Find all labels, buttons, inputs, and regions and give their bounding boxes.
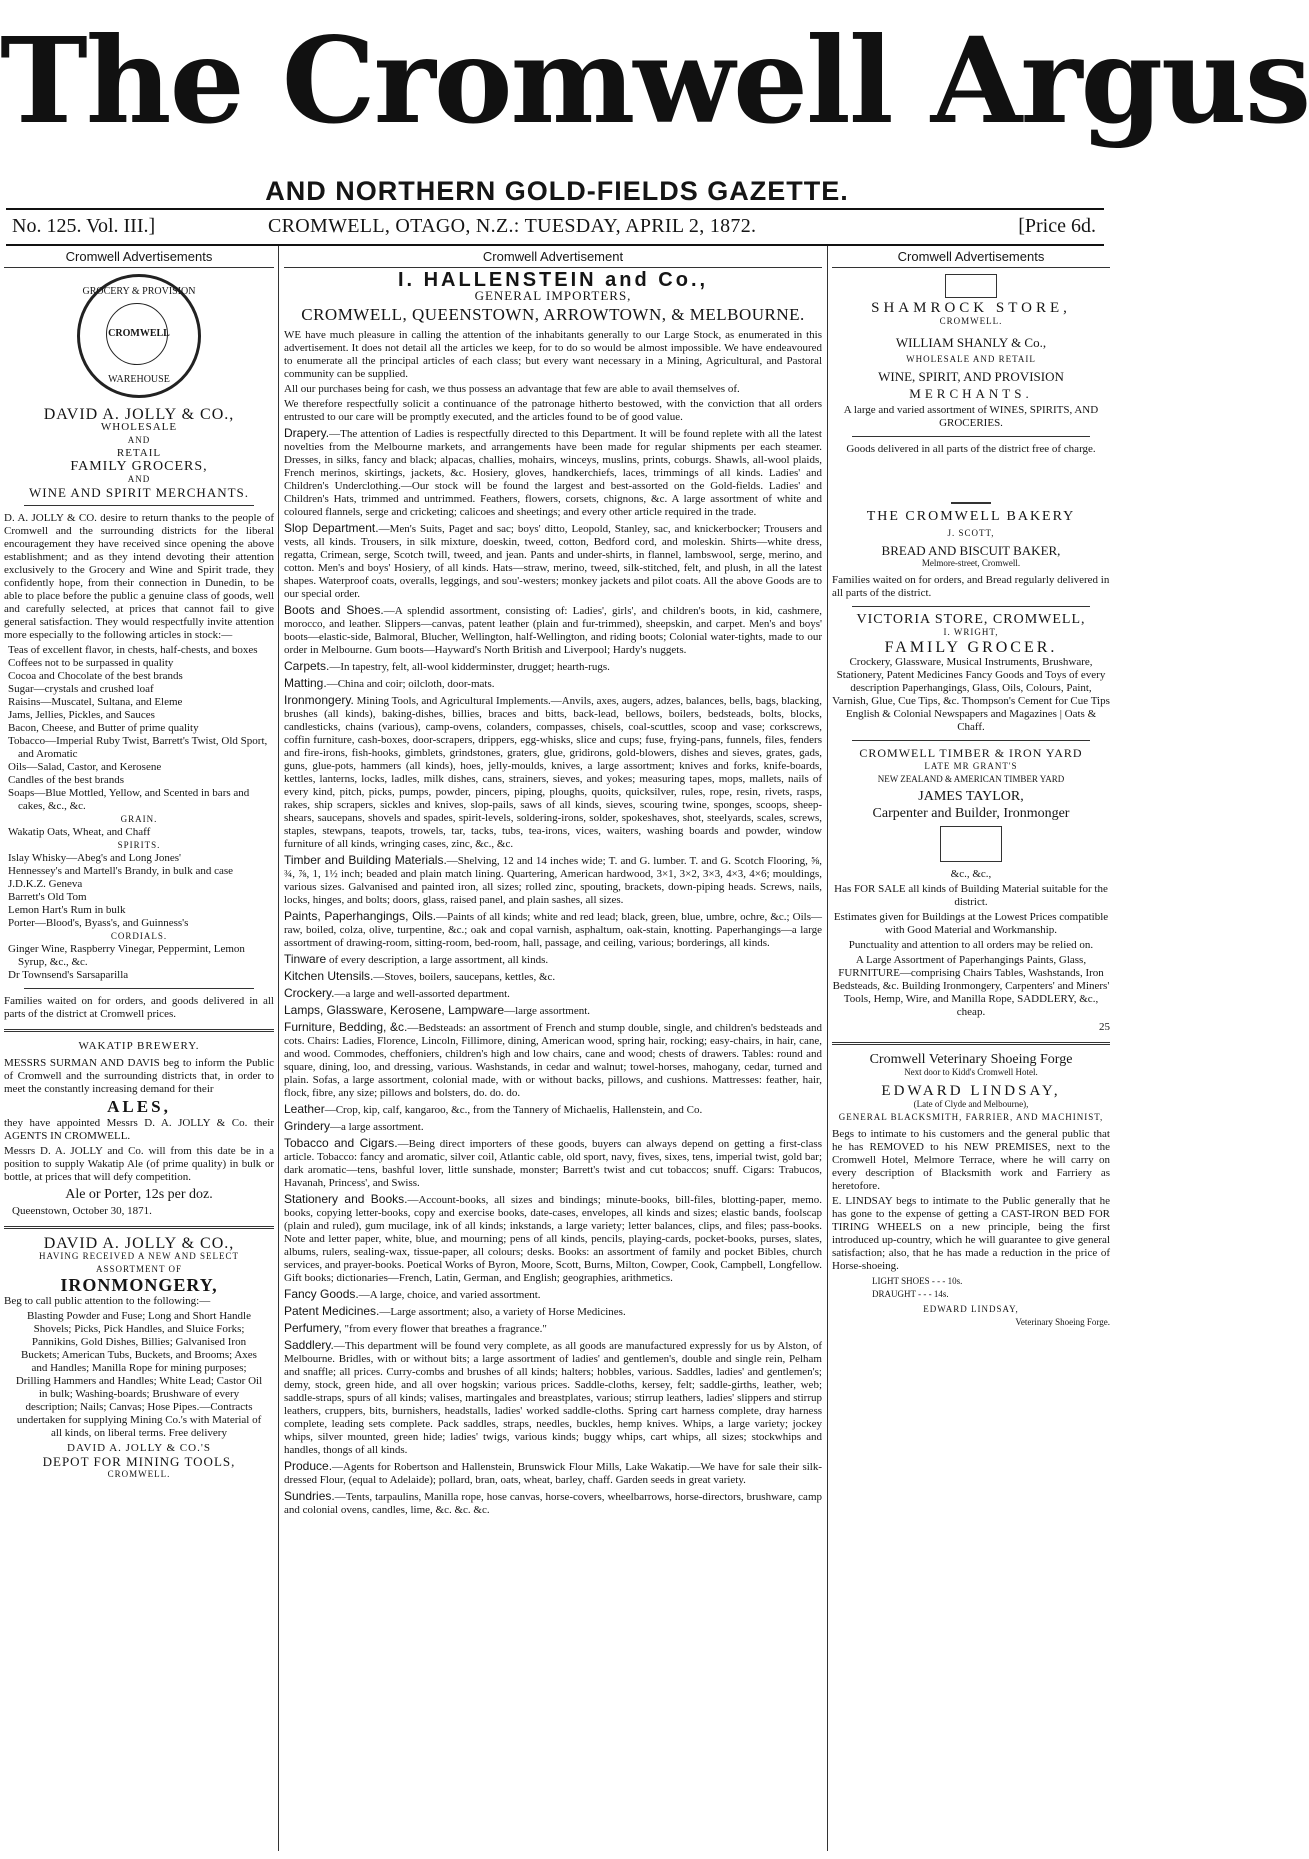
department-entry <box>284 1120 822 1134</box>
advert-line: WILLIAM SHANLY & Co., <box>895 335 1047 350</box>
department-entry <box>284 910 822 950</box>
department-name: Patent Medicines. <box>284 1304 380 1318</box>
department-entry <box>284 604 822 657</box>
shamrock-advert <box>832 274 1110 456</box>
advert-body: Beg to call public attention to the following:— <box>4 1295 211 1307</box>
list-item: Soaps—Blue Mottled, Yellow, and Scented in bars and cakes, &c., &c. <box>8 787 250 812</box>
department-entry <box>284 660 822 674</box>
department-name: Kitchen Utensils. <box>284 969 374 983</box>
department-text: —Being direct importers of these goods, buyers can always depend on getting a first-class article. Tobacco: fancy and aromatic, silver coil, Atlantic cable, old sport, navy, fives, sixes, tens, imperial twist, gold bar; dark aromatic—tens, bashful lover, little sunshade, monster; Barrett's twist and cut tobaccos; snuff. Cigars: Trabucos, Havanah, Princess', and Swiss. <box>284 1138 822 1189</box>
advert-name: Cromwell Veterinary Shoeing Forge <box>869 1052 1073 1067</box>
column-right <box>832 246 1110 1851</box>
department-name: Perfumery, <box>284 1321 342 1335</box>
department-entry <box>284 987 822 1001</box>
advert-name: DAVID A. JOLLY & CO., <box>43 406 235 423</box>
column-heading: Cromwell Advertisements <box>4 246 274 268</box>
department-text: —Men's Suits, Paget and sac; boys' ditto, Leopold, Stanley, sac, and knickerbocker; Trousers and vests, all kinds. Trousers, in silk mixture, doeskin, tweed, cotton, Bedford cord, and moleskin. Shirts—white dress, regatta, Crimean, serge, Scotch twill, tweed, and jean. Pants and under-shirts, in flannel, lambswool, serge, merino, and cotton. Men's and boys' Hosiery, of all kinds. Hats—straw, merino, tweed, silk-stitched, felt, and plush, in all the latest shapes. Waterproof coats, overalls, leggings, and sou'-westers; monkey jackets and pilot coats. All the above Goods are to our special order. <box>284 523 822 600</box>
advert-line: GENERAL BLACKSMITH, FARRIER, AND MACHINIST, <box>838 1112 1104 1122</box>
department-name: Lamps, Glassware, Kerosene, Lampware <box>284 1003 505 1017</box>
divider <box>4 1029 274 1032</box>
advert-line: AND <box>127 474 151 484</box>
price-value: 10s. <box>947 1276 963 1286</box>
jolly-advert <box>4 408 274 1021</box>
advert-price: Ale or Porter, 12s per doz. <box>65 1187 213 1202</box>
department-text: —Large assortment; also, a variety of Horse Medicines. <box>379 1306 626 1318</box>
bakery-advert <box>832 510 1110 600</box>
department-entry <box>284 1193 822 1285</box>
advert-line: Carpenter and Builder, Ironmonger <box>872 806 1070 821</box>
advert-line: FAMILY GROCERS, <box>70 459 208 474</box>
seal-bottom-text: WAREHOUSE <box>108 374 170 385</box>
department-text: —a large assortment. <box>330 1121 424 1133</box>
divider <box>852 606 1090 607</box>
list-subheading: CORDIALS. <box>110 931 168 941</box>
list-item: Tobacco—Imperial Ruby Twist, Barrett's Twist, Old Sport, and Aromatic <box>8 735 268 760</box>
advert-signature: Veterinary Shoeing Forge. <box>1015 1317 1110 1327</box>
department-entry <box>284 1322 822 1336</box>
advert-line: Melmore-street, Cromwell. <box>921 558 1021 568</box>
advert-body: MESSRS SURMAN AND DAVIS beg to inform the Public of Cromwell and the surrounding districts that, in order to meet the constantly increasing demand for their <box>4 1057 274 1095</box>
ironmongery-advert <box>4 1237 274 1481</box>
department-entry <box>284 1460 822 1487</box>
department-text: —Agents for Robertson and Hallenstein, Brunswick Flour Mills, Lake Wakatip.—We have for sale their silk-dressed Flour, (equal to Adelaide); pollard, bran, oats, wheat, barley, chaff. Garden seeds in great variety. <box>284 1461 822 1486</box>
seal-top-text: GROCERY & PROVISION <box>82 286 196 297</box>
department-name: Slop Department. <box>284 521 379 535</box>
advert-body: Messrs D. A. JOLLY and Co. will from this date be in a position to supply Wakatip Ale (of prime quality) in bulk or bottle, at prices that will defy competition. <box>4 1145 274 1183</box>
list-item: Raisins—Muscatel, Sultana, and Eleme <box>8 696 183 708</box>
department-name: Tobacco and Cigars. <box>284 1136 398 1150</box>
department-name: Leather <box>284 1102 325 1116</box>
masthead-subtitle: AND NORTHERN GOLD-FIELDS GAZETTE. <box>265 176 849 206</box>
department-entry <box>284 522 822 601</box>
department-name: Paints, Paperhangings, Oils. <box>284 909 437 923</box>
advert-footer: Goods delivered in all parts of the district free of charge. <box>846 443 1096 455</box>
firm-places: CROMWELL, QUEENSTOWN, ARROWTOWN, & MELBOURNE. <box>301 305 805 324</box>
advert-name: VICTORIA STORE, CROMWELL, <box>856 612 1086 627</box>
list-item: Candles of the best brands <box>8 774 125 786</box>
advert-line: HAVING RECEIVED A NEW AND SELECT <box>39 1251 239 1261</box>
advert-line: JAMES TAYLOR, <box>918 789 1024 804</box>
advert-line: IRONMONGERY, <box>60 1275 218 1295</box>
brewery-advert <box>4 1040 274 1218</box>
advert-line: I. WRIGHT, <box>943 627 999 637</box>
list-item: Porter—Blood's, Byass's, and Guinness's <box>8 917 189 929</box>
advert-body: D. A. JOLLY & CO. desire to return thanks to the people of Cromwell and the surrounding districts for the liberal encouragement they have received since opening the above establishment; and as they intend devoting their attention exclusively to the Grocery and Wine and Spirit trade, they confidently hope, from their connection in Dunedin, to be able to place before the public a genuine class of goods, well and carefully selected, at prices that cannot fail to give general satisfaction. They would respectfully invite attention more especially to the following articles in stock:— <box>4 512 274 641</box>
department-name: Crockery. <box>284 986 335 1000</box>
list-item: Bacon, Cheese, and Butter of prime quality <box>8 722 199 734</box>
department-text: —The attention of Ladies is respectfully directed to this Department. It will be found replete with all the latest novelties from the Melbourne markets, and arrangements have been made for regular shipments per each steamer. Dresses, in silks, fancy and black; alpacas, challies, mohairs, winceys, muslins, prints, coburgs. Shawls, all-wool plaids, French merinos, skirtings, jackets, &c. Hosiery, gloves, handkerchiefs, laces, trimmings of all kinds. Ladies' and Children's Underclothing.—Our stock will be found the largest and best-assorted on the Gold-fields. Ladies' and Children's Hats, trimmed and untrimmed. Feathers, flowers, corsets, chignons, &c. A large assortment of white and coloured flannels, serge and cricketing; calicoes and sheetings; and every other article required in the trade. <box>284 428 822 518</box>
advert-line: BREAD AND BISCUIT BAKER, <box>881 543 1061 558</box>
department-text: —large assortment. <box>504 1005 591 1017</box>
department-name: Ironmongery. <box>284 693 354 707</box>
list-item: Wakatip Oats, Wheat, and Chaff <box>8 826 151 838</box>
advert-line: J. SCOTT, <box>947 528 995 538</box>
house-icon <box>940 826 1002 862</box>
advert-line: CROMWELL. <box>107 1469 171 1479</box>
advert-body: Crockery, Glassware, Musical Instruments, Brushware, Stationery, Patent Medicines Fancy Goods and Toys of every description Paperhangings, Glass, Oils, Colours, Paint, Varnish, Glue, Cue Tips, &c. Thompson's Cement for Cue Tips English & Colonial Newspapers and Magazines | Oats & Chaff. <box>832 656 1110 733</box>
department-name: Boots and Shoes. <box>284 603 384 617</box>
advert-line: EDWARD LINDSAY, <box>881 1083 1061 1099</box>
masthead <box>0 6 1309 176</box>
department-text: Mining Tools, and Agricultural Implements.—Anvils, axes, augers, adzes, balances, bells, bags, blacking, brushes (all kinds), baking-dishes, billies, braces and bitts, back-lead, bellows, boilers, bedsteads, bolts, blocks, candlesticks, chains (various), camp-ovens, colanders, compasses, chisels, coal-scuttles, scoop and vase; corkscrews, coffin furniture, cash-boxes, door-scrapers, drippers, egg-whisks, slice and cups; fuse, frying-pans, funnels, files, fenders and fire-irons, fish-hooks, gimblets, grindstones, graters, glue, gridirons, gold-blowers, dishes and sieves, grates, gads, guns, glue-pots, hammers (all kinds), hoes, jelly-moulds, knives, a large assortment; knives and forks, knife-boards, kettles, lanterns, locks, ladles, milk dishes, cans, strainers, sieves, and yokes; measuring tapes, mops, mallets, nails of every kind, pitch, picks, pumps, powder, pincers, piping, ploughs, quoits, quicksilver, rules, rope, resin, rivets, rasps, rakes, ship scrapers, sickles and knives, slop-pails, saws of all kinds, sieves, scouring twine, sponges, scoops, sheep-shears, saucepans, shovels and spades, spirit-levels, soldering-irons, solder, spokeshaves, shot, steelyards, scales, screws, staples, stewpans, teapots, trowels, tar, tacks, tubs, tea-irons, vices, waiters, washing boards and powder, window furniture of all kinds, wringing cases, zinc, &c., &c. <box>284 695 822 850</box>
advert-date: Queenstown, October 30, 1871. <box>12 1205 152 1217</box>
department-text: "from every flower that breathes a fragrance." <box>341 1323 547 1335</box>
department-name: Grindery <box>284 1119 331 1133</box>
advert-name: SHAMROCK STORE, <box>871 300 1071 316</box>
divider <box>832 1042 1110 1045</box>
department-text: of every description, a large assortment, all kinds. <box>326 954 549 966</box>
department-name: Timber and Building Materials. <box>284 853 447 867</box>
department-text: —China and coir; oilcloth, door-mats. <box>326 678 495 690</box>
column-heading: Cromwell Advertisement <box>284 246 822 268</box>
department-name: Saddlery. <box>284 1338 334 1352</box>
advert-signature: DAVID A. JOLLY & CO.'S <box>67 1442 211 1454</box>
grocery-seal-logo <box>77 274 201 398</box>
list-item: Jams, Jellies, Pickles, and Sauces <box>8 709 155 721</box>
forge-advert <box>832 1053 1110 1329</box>
department-name: Tinware <box>284 952 327 966</box>
advert-signature: EDWARD LINDSAY, <box>923 1304 1019 1314</box>
department-entry <box>284 1339 822 1457</box>
masthead-title: The Cromwell Argus <box>0 11 1309 150</box>
department-text: —In tapestry, felt, all-wool kidderminster, drugget; hearth-rugs. <box>329 661 610 673</box>
divider <box>4 1226 274 1229</box>
department-text: —Bedsteads: an assortment of French and stump double, single, and children's bedsteads and cots. Chairs: Ladies, Florence, Lincoln, Fillimore, dining, American wood, spring hair, rocking; easy-chairs, in hair, cane, and wood. Commodes, cheffoniers, children's high and low chairs, cane and wood; chests of drawers. Tables: round and square, dining, loo, and dressing, various. Washstands, in cedar and walnut; towel-horses, mahogany, cedar, turned and plain. Sofas, a large assortment, colonial made, with or without backs, pillows, and cushions. Mattresses: feather, hair, flock, fibre, any size; pillows and bolsters, do. do. do. <box>284 1022 823 1099</box>
department-text: —Stoves, boilers, saucepans, kettles, &c. <box>373 971 556 983</box>
price-label: LIGHT SHOES <box>872 1276 930 1286</box>
department-text: —Tents, tarpaulins, Manilla rope, hose canvas, horse-covers, wheelbarrows, horse-directors, brushware, camp and colonial ovens, candles, lime, &c. &c. &c. <box>284 1491 822 1516</box>
column-rule <box>278 246 279 1851</box>
price-row: DRAUGHT - - - 14s. <box>872 1289 949 1299</box>
department-text: —Shelving, 12 and 14 inches wide; T. and G. lumber. T. and G. Scotch Flooring, ⅝, ¾, ⅞, 1, 1½ inch; beaded and plain match lining. Quartering, American hardwood, 3×1, 3×2, 3×3, 4×3, 4×6; mouldings, various sizes. Galvanised and painted iron, all sizes; rolled zinc, spouting, brackets, down-piping heads. Screws, nails, locks, hinges, and bolts; doors, glass, raised panel, and plain sashes, all sizes. <box>284 855 823 906</box>
advert-line: &c., &c., <box>950 868 992 880</box>
list-item: Coffees not to be surpassed in quality <box>8 657 174 669</box>
intro-paragraph: WE have much pleasure in calling the attention of the inhabitants generally to our Large Stock, as enumerated in this advertisement. It does not detail all the articles we keep, for to do so would be almost impossible. We have endeavoured to enumerate all the principal articles of each class; but every want necessary in a Mining, Agricultural, and Pastoral community can be supplied. <box>284 329 822 380</box>
advert-line: LATE MR GRANT'S <box>924 761 1018 771</box>
issue-number: No. 125. Vol. III.] <box>12 215 156 237</box>
intro-paragraph: We therefore respectfully solicit a continuance of the patronage hitherto bestowed, with the conviction that all orders entrusted to our care will be promptly executed, and the articles found to be of good value. <box>284 398 822 423</box>
department-name: Produce. <box>284 1459 333 1473</box>
seal-middle-text: CROMWELL <box>108 328 170 339</box>
intro-paragraph: All our purchases being for cash, we thus possess an advantage that few are able to avail themselves of. <box>284 383 740 395</box>
victoria-advert <box>832 613 1110 734</box>
department-text: —This department will be found very complete, as all goods are manufactured expressly for us by Alston, of Melbourne. Bridles, with or without bits; a large assortment of ladies' and gentlemen's, double and single rein, Pelham and snaffle; all prices. Curry-combs and brushes of all kinds; halters; hobbles, various. Saddles, ladies' and gentlemen's; demy, stock, green hide, and all over hogskin; various prices. Saddle-cloths, kersey, felt; saddle-girths, leather, web; saddle-straps, spurs of all kinds; valises, martingales and breastplates, various; stirrup leathers, ladies' slippers and stirrup leathers, cruppers, bits, burnishers, headstalls, ladies' worked saddle-cloths. Spring cart harness complete, dray harness complete, leading sets complete. Pack saddles, straps, needles, buckles, hemp knives. Whips, a large variety; jockey whips, silver mounted, green hide; ladies' twigs, various kinds; buggy whips, cart whips, all sizes; stockwhips and handles, thongs of all kinds. <box>284 1340 822 1456</box>
list-item: Oils—Salad, Castor, and Kerosene <box>8 761 162 773</box>
stock-list <box>4 644 274 813</box>
ales-heading: ALES, <box>107 1097 171 1116</box>
advert-footer: Families waited on for orders, and goods delivered in all parts of the district at Cromwell prices. <box>4 995 274 1020</box>
column-rule <box>827 246 828 1851</box>
advert-name: DAVID A. JOLLY & CO., <box>43 1235 235 1252</box>
department-text: —A large, choice, and varied assortment. <box>358 1289 541 1301</box>
dateline <box>6 208 1104 246</box>
list-item: Ginger Wine, Raspberry Vinegar, Peppermint, Lemon Syrup, &c., &c. <box>8 943 245 968</box>
department-entry <box>284 953 822 967</box>
list-item: Hennessey's and Martell's Brandy, in bulk and case <box>8 865 234 877</box>
list-item: Cocoa and Chocolate of the best brands <box>8 670 183 682</box>
advert-line: (Late of Clyde and Melbourne), <box>913 1099 1029 1109</box>
department-entry <box>284 1305 822 1319</box>
advert-items: Blasting Powder and Fuse; Long and Short Handle Shovels; Picks, Pick Handles, and Sluice Forks; Pannikins, Gold Dishes, Billies; Galvanised Iron Buckets; American Tubs, Buckets, and Brooms; Axes and Handles; Manilla Rope for mining purposes; Drilling Hammers and Handles; White Lead; Castor Oil in bulk; Washing-boards; Brushware of every description; Nails; Canvas; Hose Pipes.—Contracts undertaken for supplying Mining Co.'s with Material of all kinds, on liberal terms. Free delivery <box>15 1310 263 1439</box>
list-item: Islay Whisky—Abeg's and Long Jones' <box>8 852 182 864</box>
advert-number: 25 <box>1099 1021 1110 1033</box>
advert-line: CROMWELL. <box>939 316 1003 326</box>
department-text: —Crop, kip, calf, kangaroo, &c., from the Tannery of Michaelis, Hallenstein, and Co. <box>324 1104 703 1116</box>
advert-line: ASSORTMENT OF <box>95 1264 183 1274</box>
divider <box>852 436 1090 437</box>
list-item: Sugar—crystals and crushed loaf <box>8 683 154 695</box>
advert-line: DEPOT FOR MINING TOOLS, <box>42 1454 236 1469</box>
department-entry <box>284 1004 822 1018</box>
advert-line: RETAIL <box>116 447 162 459</box>
list-item: J.D.K.Z. Geneva <box>8 878 83 890</box>
department-name: Furniture, Bedding, &c. <box>284 1020 408 1034</box>
advert-line: WHOLESALE AND RETAIL <box>906 354 1036 364</box>
department-entry <box>284 1021 822 1100</box>
advert-body: Punctuality and attention to all orders may be relied on. <box>848 939 1094 951</box>
department-name: Matting. <box>284 676 327 690</box>
department-name: Carpets. <box>284 659 330 673</box>
department-name: Fancy Goods. <box>284 1287 359 1301</box>
department-entry <box>284 854 822 907</box>
price: [Price 6d. <box>1018 215 1096 237</box>
storefront-icon <box>945 274 997 298</box>
advert-line: FAMILY GROCER. <box>884 639 1058 656</box>
advert-line: WINE, SPIRIT, AND PROVISION <box>878 369 1064 384</box>
department-text: —A splendid assortment, consisting of: Ladies', girls', and children's boots, in kid, cashmere, morocco, and leather. Slippers—canvas, patent leather (plain and fur-trimmed), sheepskin, and carpet. Men's and boys' boots—elastic-side, Balmoral, Blucher, Wellington, half-Wellington, and riding boots; Colonial water-tights, made to our order in Melbourne. Gum boots—Hayward's North British and Liverpool; Hardy's nuggets. <box>284 605 822 656</box>
place-date: CROMWELL, OTAGO, N.Z.: TUESDAY, APRIL 2, 1872. <box>268 215 757 237</box>
price-row: LIGHT SHOES - - - 10s. <box>872 1276 963 1286</box>
advert-line: NEW ZEALAND & AMERICAN TIMBER YARD <box>877 774 1065 784</box>
advert-line: Next door to Kidd's Cromwell Hotel. <box>904 1067 1038 1077</box>
column-center <box>284 246 822 1851</box>
list-item: Dr Townsend's Sarsaparilla <box>8 969 129 981</box>
advert-line: MERCHANTS. <box>909 386 1033 401</box>
department-text: —Account-books, all sizes and bindings; minute-books, bill-files, blotting-paper, memo. books, copying letter-books, copy and exercise books, date-cases, envelopes, all kinds and sizes; elastic bands, foolscap (plain and ruled), gum mucilage, ink of all kinds; inkstands, a large variety; letter balances, clips, and files; pass-books. Note and letter paper, white, blue, and mourning; pens of all kinds, pencils, playing-cards, pocket-books, purses, slates, albums, rulers, sealing-wax, tissue-paper, all colours; desks. Books: an assortment of family and pocket Bibles, church services, and prayer-books. Poetical Works of Byron, Moore, Scott, Burns, Milton, Cowper, Cook, Campbell, Longfellow. Gift books; dictionaries—French, Latin, German, and English; geographies, arithmetics. <box>284 1194 822 1284</box>
list-subheading: SPIRITS. <box>117 840 161 850</box>
wheat-sheaf-icon <box>951 462 991 504</box>
list-item: Lemon Hart's Rum in bulk <box>8 904 126 916</box>
advert-name: CROMWELL TIMBER & IRON YARD <box>859 746 1083 760</box>
department-entry <box>284 427 822 519</box>
firm-title: I. HALLENSTEIN and Co., <box>397 269 709 291</box>
advert-name: WAKATIP BREWERY. <box>78 1040 200 1052</box>
list-item: Teas of excellent flavor, in chests, half-chests, and boxes <box>8 644 258 656</box>
department-entry <box>284 1137 822 1190</box>
column-left <box>4 246 274 1851</box>
department-text: —a large and well-assorted department. <box>334 988 510 1000</box>
advert-line: WINE AND SPIRIT MERCHANTS. <box>28 485 250 500</box>
department-list <box>284 427 822 1517</box>
advert-line: WHOLESALE <box>100 421 178 433</box>
advert-body: A Large Assortment of Paperhangings Paints, Glass, FURNITURE—comprising Chairs Tables, Washstands, Iron Bedsteads, &c. Building Ironmongery, Carpenters' and Miners' Tools, Hemp, Wire, and Manilla Rope, SADDLERY, &c., cheap. <box>832 954 1110 1018</box>
advert-body: Estimates given for Buildings at the Lowest Prices compatible with Good Material and Workmanship. <box>833 911 1109 936</box>
divider <box>852 740 1090 741</box>
department-entry <box>284 1103 822 1117</box>
department-name: Stationery and Books. <box>284 1192 408 1206</box>
price-value: 14s. <box>933 1289 949 1299</box>
advert-body: they have appointed Messrs D. A. JOLLY & Co. their AGENTS IN CROMWELL. <box>4 1117 274 1142</box>
department-entry <box>284 1288 822 1302</box>
department-entry <box>284 677 822 691</box>
divider <box>24 505 254 506</box>
column-heading: Cromwell Advertisements <box>832 246 1110 268</box>
firm-subtitle: GENERAL IMPORTERS, <box>474 288 632 303</box>
department-entry <box>284 1490 822 1517</box>
divider <box>24 988 254 989</box>
timber-advert <box>832 747 1110 1034</box>
department-text: —Paints of all kinds; white and red lead; black, green, blue, umbre, ochre, &c.; Oils—raw, boiled, colza, olive, turpentine, &c.; oak and copal varnish, asphaltum, oak-stain, knotting. Paperhangings—a large assortment of drawing-room, sitting-room, bed-room, hall, passage, and ceiling, various; borderings, all kinds. <box>284 911 822 949</box>
advert-line: AND <box>127 435 151 445</box>
advert-body: Families waited on for orders, and Bread regularly delivered in all parts of the district. <box>832 574 1110 599</box>
price-label: DRAUGHT <box>872 1289 916 1299</box>
advert-body: A large and varied assortment of WINES, SPIRITS, AND GROCERIES. <box>843 404 1099 429</box>
advert-name: THE CROMWELL BAKERY <box>866 509 1076 524</box>
department-entry <box>284 970 822 984</box>
department-name: Drapery. <box>284 426 330 440</box>
list-item: Barrett's Old Tom <box>8 891 87 903</box>
list-subheading: GRAIN. <box>120 814 158 824</box>
department-entry <box>284 694 822 851</box>
advert-body: Begs to intimate to his customers and the general public that he has REMOVED to his NEW PREMISES, next to the Cromwell Hotel, Melmore Terrace, where he will carry on every description of Blacksmith work and Farriery as heretofore. <box>832 1128 1110 1192</box>
advert-body: Has FOR SALE all kinds of Building Material suitable for the district. <box>834 883 1108 908</box>
department-name: Sundries. <box>284 1489 335 1503</box>
advert-body: E. LINDSAY begs to intimate to the Public generally that he has gone to the expense of getting a CAST-IRON BED FOR TIRING WHEELS on a new principle, being the first introduced up-country, which he will guarantee to give general satisfaction; also, that he has made a reduction in the price of Horse-shoeing. <box>832 1195 1110 1272</box>
